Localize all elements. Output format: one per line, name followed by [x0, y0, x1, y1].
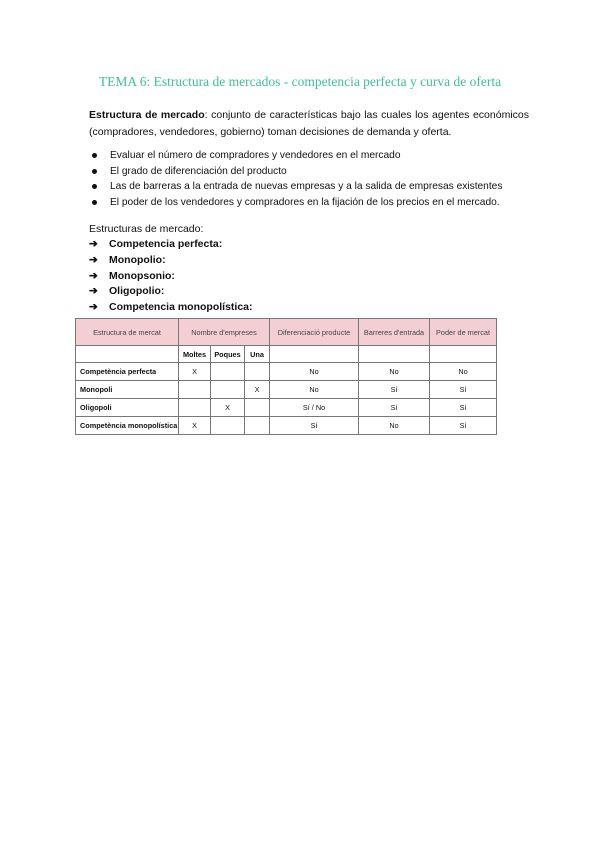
table-header-cell: Estructura de mercat [76, 319, 179, 346]
table-cell [211, 363, 245, 381]
definition-term: Estructura de mercado [89, 109, 205, 121]
table-cell: Monopoli [76, 381, 179, 399]
table-cell: X [245, 381, 270, 399]
bullet-dot-icon [92, 169, 97, 174]
table-cell: Sí [270, 417, 359, 435]
list-item: Las de barreras a la entrada de nuevas empresas y a la salida de empresas existentes [89, 179, 539, 195]
table-cell: Competència monopolística [76, 417, 179, 435]
table-cell: No [270, 363, 359, 381]
table-row [76, 363, 497, 381]
list-item: ➔ Competencia perfecta: [89, 237, 253, 253]
list-item: El poder de los vendedores y compradores en la fijación de los precios en el mercado. [89, 195, 539, 211]
list-item: Evaluar el número de compradores y vendedores en el mercado [89, 148, 539, 164]
arrow-right-icon: ➔ [89, 238, 98, 250]
table-cell [245, 417, 270, 435]
table-header-cell: Diferenciació producte [270, 319, 359, 346]
table-cell [179, 399, 211, 417]
bullet-dot-icon [92, 200, 97, 205]
bullet-dot-icon [92, 153, 97, 158]
table-header-cell: Barreres d'entrada [359, 319, 430, 346]
page-title: TEMA 6: Estructura de mercados - competencia perfecta y curva de oferta [98, 74, 502, 89]
table-subheader-cell: Poques [211, 346, 245, 363]
table-cell: Sí [430, 381, 497, 399]
table-row [76, 381, 497, 399]
criteria-list [89, 148, 539, 210]
list-item: ➔ Competencia monopolística: [89, 300, 253, 316]
table-cell: Sí [430, 417, 497, 435]
table-cell [245, 399, 270, 417]
arrow-right-icon: ➔ [89, 285, 98, 298]
definition-paragraph [89, 107, 529, 141]
table-cell: Sí / No [270, 399, 359, 417]
arrow-right-icon: ➔ [89, 269, 98, 282]
table-cell: No [270, 381, 359, 399]
table-cell: No [359, 363, 430, 381]
table-cell [359, 346, 430, 363]
table-cell: Competència perfecta [76, 363, 179, 381]
list-item: ➔ Monopolio: [89, 253, 253, 269]
table-cell: Oligopoli [76, 399, 179, 417]
table-cell [270, 346, 359, 363]
definition-text: : conjunto de características bajo las cuales los agentes económicos (compradores, vendedores, gobierno) toman decisiones de demanda y oferta. [89, 109, 529, 138]
table-cell [211, 417, 245, 435]
table-subheader-row [76, 346, 497, 363]
table-cell [430, 346, 497, 363]
list-item: ➔ Oligopolio: [89, 284, 253, 300]
table-cell: X [179, 363, 211, 381]
table-cell [245, 363, 270, 381]
table-cell: X [211, 399, 245, 417]
table-header-cell: Poder de mercat [430, 319, 497, 346]
list-item: ➔ Monopsonio: [89, 269, 253, 285]
table-cell: X [179, 417, 211, 435]
table-row [76, 399, 497, 417]
bullet-dot-icon [92, 184, 97, 189]
table-cell: Sí [430, 399, 497, 417]
list-item: El grado de diferenciación del producto [89, 164, 539, 180]
table-header-cell: Nombre d'empreses [179, 319, 270, 346]
table-subheader-cell: Moltes [179, 346, 211, 363]
arrow-right-icon: ➔ [89, 253, 98, 266]
table-row [76, 417, 497, 435]
table-cell: Sí [359, 381, 430, 399]
arrow-right-icon: ➔ [89, 301, 98, 314]
table-cell [76, 346, 179, 363]
table-header-row [76, 319, 497, 346]
table-cell: No [359, 417, 430, 435]
table-cell: Sí [359, 399, 430, 417]
market-structure-table [75, 318, 497, 435]
structures-list [89, 237, 253, 316]
table-cell [179, 381, 211, 399]
table-subheader-cell: Una [245, 346, 270, 363]
structures-label: Estructuras de mercado: [89, 223, 204, 235]
table-cell [211, 381, 245, 399]
table-cell: No [430, 363, 497, 381]
